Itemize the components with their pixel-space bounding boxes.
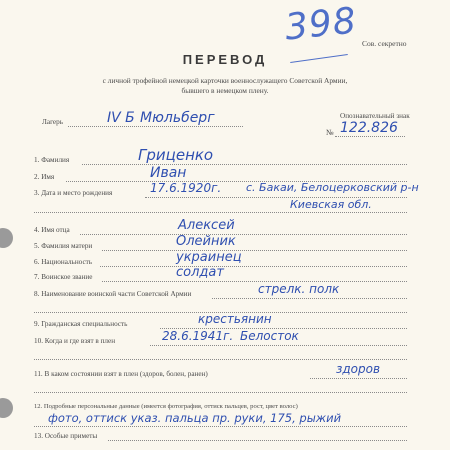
field-11-line — [310, 378, 407, 379]
field-10-value: 28.6.1941г. — [162, 329, 234, 343]
field-6-line — [100, 266, 407, 267]
id-mark-prefix: № — [326, 128, 334, 137]
field-6-label: 6. Национальность — [34, 258, 93, 266]
field-8-value: стрелк. полк — [258, 282, 340, 296]
field-8-label: 8. Наименование воинской части Советской Армии — [34, 290, 192, 298]
field-4-label: 4. Имя отца — [34, 226, 70, 234]
field-10-label: 10. Когда и где взят в плен — [34, 337, 116, 345]
field-11-line-2 — [34, 392, 407, 393]
field-1-value: Гриценко — [138, 146, 214, 164]
field-10-value-cont: Белосток — [240, 329, 299, 343]
camp-roman: IV Б — [107, 110, 135, 126]
stamp-number: 398 — [283, 0, 359, 49]
field-5-line — [102, 250, 407, 251]
field-3-value-cont: с. Бакаи, Белоцерковский р-н — [246, 181, 419, 194]
field-5-label: 5. Фамилия матери — [34, 242, 93, 250]
id-mark-label: Опознавательный знак — [340, 112, 410, 120]
field-11-label: 11. В каком состоянии взят в плен (здоров, болен, ранен) — [34, 370, 208, 378]
field-7-value: солдат — [176, 265, 224, 280]
binder-hole-top — [0, 228, 13, 248]
field-12-value: фото, оттиск указ. пальца пр. руки, 175, рыжий — [48, 411, 342, 425]
field-3-label: 3. Дата и место рождения — [34, 189, 113, 197]
binder-hole-bottom — [0, 398, 13, 418]
field-7-line — [102, 281, 407, 282]
field-4-line — [80, 234, 407, 235]
field-12-label: 12. Подробные персональные данные (имеется фотография, оттиск пальцев, рост, цвет волос) — [34, 403, 298, 410]
field-3-value: 17.6.1920г. — [150, 181, 222, 195]
field-9-value: крестьянин — [198, 312, 272, 326]
field-4-value: Алексей — [178, 218, 235, 233]
id-mark-line — [335, 136, 405, 137]
field-13-label: 13. Особые приметы — [34, 432, 98, 440]
subtitle-line-2: бывшего в немецком плену. — [181, 86, 269, 95]
camp-name: Мюльберг — [140, 110, 215, 126]
field-11-value: здоров — [336, 362, 381, 376]
camp-line — [68, 126, 243, 127]
field-2-label: 2. Имя — [34, 173, 55, 181]
field-10-line-2 — [34, 359, 407, 360]
field-7-label: 7. Воинское звание — [34, 273, 93, 281]
field-2-value: Иван — [150, 165, 187, 181]
classification-label: Сов. секретно — [362, 39, 407, 48]
field-1-line — [82, 164, 407, 165]
field-9-label: 9. Гражданская специальность — [34, 320, 128, 328]
field-3-line-2 — [34, 212, 407, 213]
field-8-line — [212, 298, 407, 299]
field-1-label: 1. Фамилия — [34, 156, 70, 164]
field-5-value: Олейник — [176, 234, 236, 249]
field-13-line — [108, 440, 407, 441]
document-title: ПЕРЕВОД — [182, 52, 268, 67]
field-6-value: украинец — [176, 250, 242, 265]
field-10-line — [150, 345, 407, 346]
id-mark-value: 122.826 — [340, 120, 398, 136]
field-12-line — [34, 426, 407, 427]
camp-label: Лагерь — [42, 118, 63, 126]
field-3-value-cont2: Киевская обл. — [290, 198, 372, 211]
subtitle-line-1: с личной трофейной немецкой карточки военнослужащего Советской Армии, — [102, 76, 348, 85]
